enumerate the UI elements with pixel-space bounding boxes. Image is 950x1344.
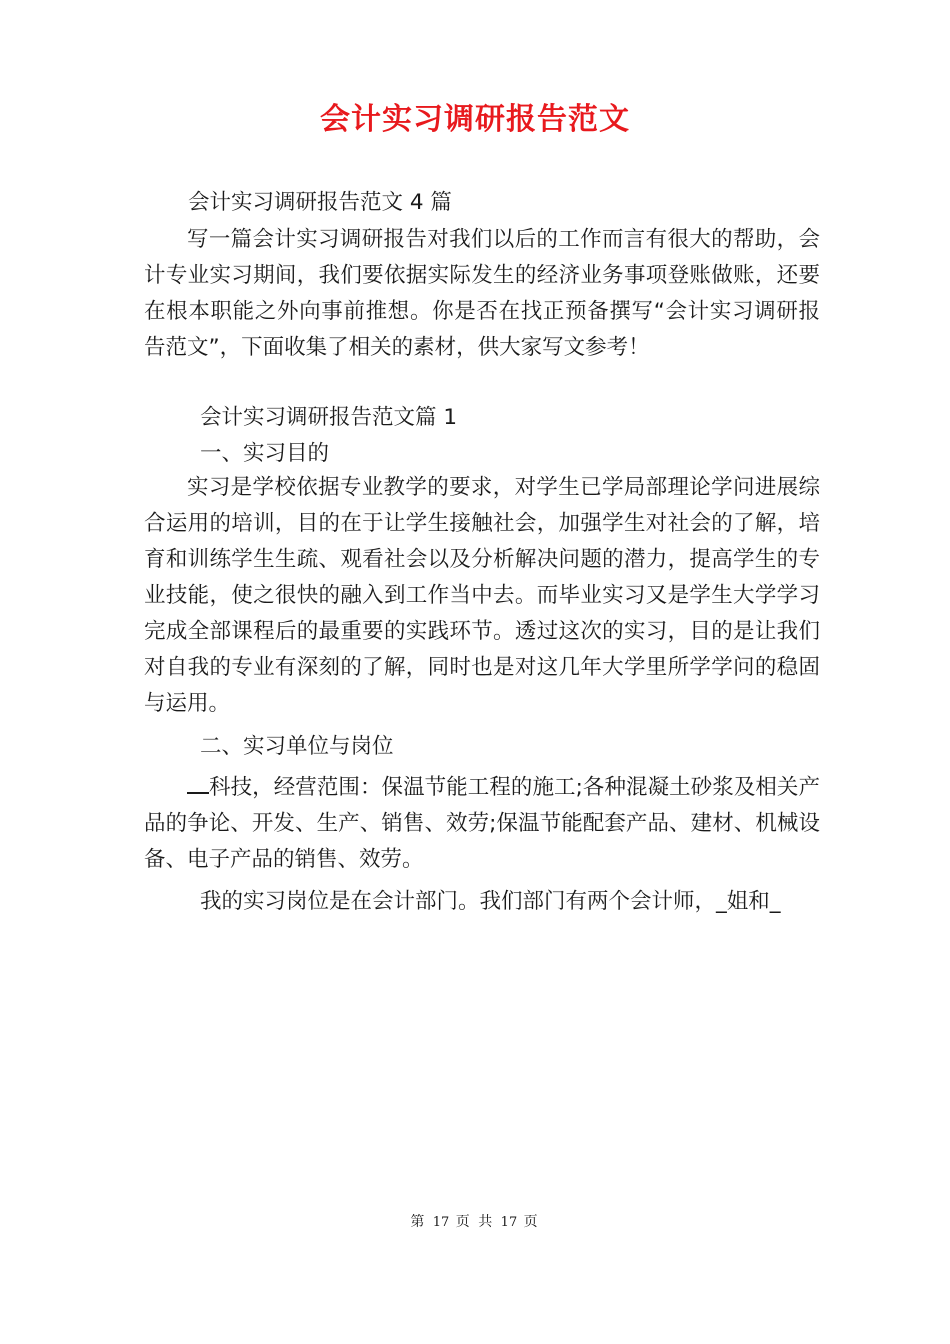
section-title: 会计实习调研报告范文篇 1 (200, 405, 458, 430)
page-footer (0, 1211, 950, 1231)
unit-paragraph-text: 科技，经营范围：保温节能工程的施工;各种混凝土砂浆及相关产品的争论、开发、生产、销售、效劳;保温节能配套产品、建材、机械设备、电子产品的销售、效劳。 (144, 775, 820, 872)
footer-current-page: 17 (432, 1215, 450, 1230)
blank-underline (187, 774, 209, 794)
unit-paragraph (144, 770, 820, 878)
footer-total-pages: 17 (500, 1215, 518, 1230)
purpose-paragraph: 实习是学校依据专业教学的要求，对学生已学局部理论学问进展综合运用的培训，目的在于让学生接触社会，加强学生对社会的了解，培育和训练学生生疏、观看社会以及分析解决问题的潜力，提高学生的专业技能，使之很快的融入到工作当中去。而毕业实习又是学生大学学习完成全部课程后的最重要的实践环节。透过这次的实习，目的是让我们对自我的专业有深刻的了解，同时也是对这几年大学里所学学问的稳固与运用。 (144, 475, 820, 716)
document-title: 会计实习调研报告范文 (320, 102, 630, 137)
position-paragraph: 我的实习岗位是在会计部门。我们部门有两个会计师，_姐和_ (200, 889, 781, 914)
footer-label-end: 页 (523, 1214, 540, 1230)
purpose-block (144, 470, 820, 722)
document-subtitle: 会计实习调研报告范文 4 篇 (188, 190, 452, 215)
intro-paragraph: 写一篇会计实习调研报告对我们以后的工作而言有很大的帮助，会计专业实习期间，我们要依据实际发生的经济业务事项登账做账，还要在根本职能之外向事前推想。你是否在找正预备撰写“会计实习调研报告范文”，下面收集了相关的素材，供大家写文参考！ (144, 227, 820, 360)
intro-block (144, 222, 820, 366)
footer-label-page: 第 (410, 1214, 427, 1230)
heading-purpose: 一、实习目的 (200, 441, 330, 466)
heading-unit: 二、实习单位与岗位 (200, 734, 394, 759)
footer-label-of: 页 共 (455, 1214, 495, 1230)
unit-block (144, 770, 820, 878)
